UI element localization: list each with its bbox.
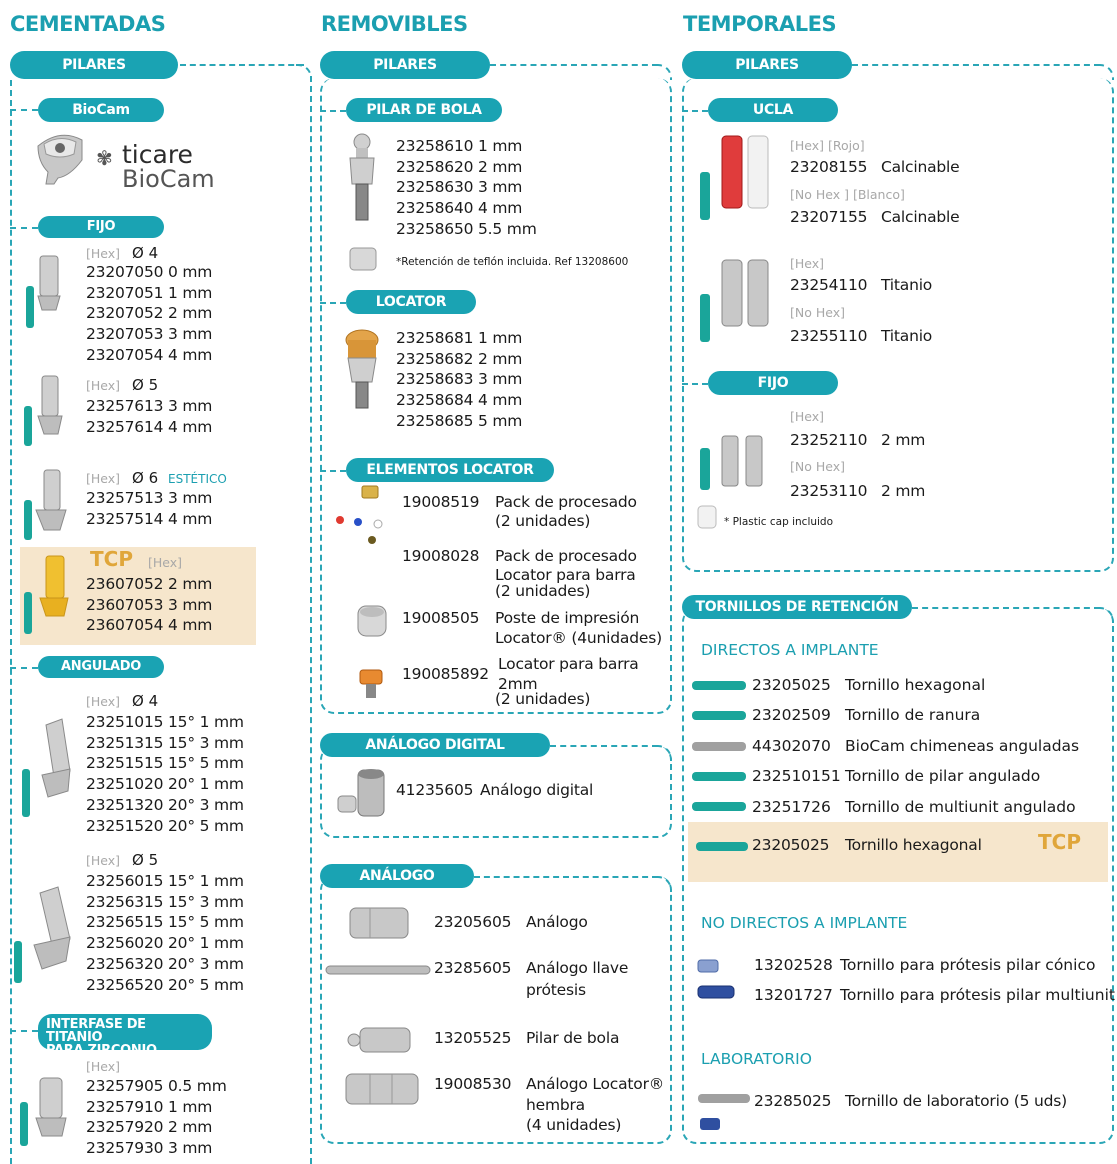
analogo-digital-code: 41235605 bbox=[396, 781, 474, 799]
column-title-temporales: TEMPORALES bbox=[683, 12, 837, 36]
interfase-list: 23257905 0.5 mm 23257910 1 mm 23257920 2 mm 23257930 3 mm bbox=[86, 1077, 227, 1158]
analogo-image bbox=[348, 904, 410, 942]
analogo-pilar-bola-image bbox=[344, 1022, 414, 1056]
temporales-pilares-pill: PILARES bbox=[682, 51, 852, 79]
analogo-llave-image bbox=[322, 960, 434, 980]
no-directos-heading: NO DIRECTOS A IMPLANTE bbox=[701, 914, 908, 932]
elementos-locator-pill: ELEMENTOS LOCATOR bbox=[346, 458, 554, 482]
pilar-bola-pill: PILAR DE BOLA bbox=[346, 98, 502, 122]
poste-impresion-image bbox=[354, 602, 390, 642]
locator-pill: LOCATOR bbox=[346, 290, 476, 314]
tcp-screw-image bbox=[692, 836, 752, 856]
laboratorio-screws-image bbox=[694, 1090, 754, 1136]
ucla-calcinable-image bbox=[694, 130, 778, 226]
analogo-locator-hembra-image bbox=[344, 1068, 420, 1110]
fijo-o4-list: 23207050 0 mm 23207051 1 mm 23207052 2 mm 23207053 3 mm 23207054 4 mm bbox=[86, 263, 213, 364]
fijo-o6-list: 23257513 3 mm 23257514 4 mm bbox=[86, 489, 213, 528]
estetico-tag: ESTÉTICO bbox=[168, 472, 227, 486]
analogo-digital-desc: Análogo digital bbox=[480, 781, 594, 799]
pilar-bola-list: 23258610 1 mm 23258620 2 mm 23258630 3 mm 23258640 4 mm 23258650 5.5 mm bbox=[396, 137, 537, 238]
directos-screws-image bbox=[686, 674, 750, 824]
interfase-abutment-image bbox=[14, 1074, 74, 1164]
analogo-digital-image bbox=[332, 766, 392, 822]
tcp-abutment-image bbox=[18, 552, 78, 638]
ucla-titanio-image bbox=[694, 254, 778, 346]
locator-list: 23258681 1 mm 23258682 2 mm 23258683 3 mm 23258684 4 mm 23258685 5 mm bbox=[396, 329, 523, 430]
interfase-pill: INTERFASE DE TITANIO PARA ZIRCONIO bbox=[38, 1014, 212, 1050]
tcp-screw-label: TCP bbox=[1038, 830, 1081, 854]
tcp-label: TCP bbox=[90, 547, 133, 571]
biocam-pill: BioCam bbox=[38, 98, 164, 122]
pilar-bola-image bbox=[344, 132, 380, 228]
analogo-pill: ANÁLOGO bbox=[320, 864, 474, 888]
fijo-pill: FIJO bbox=[38, 216, 164, 238]
analogo-digital-pill: ANÁLOGO DIGITAL bbox=[320, 733, 550, 757]
biocam-abutment-image bbox=[30, 126, 90, 186]
laboratorio-heading: LABORATORIO bbox=[701, 1050, 812, 1068]
removibles-pilares-pill: PILARES bbox=[320, 51, 490, 79]
angulado-pill: ANGULADO bbox=[38, 656, 164, 678]
directos-heading: DIRECTOS A IMPLANTE bbox=[701, 641, 879, 659]
angulado-o4-abutment-image bbox=[18, 715, 78, 835]
angulado-o5-list: 23256015 15° 1 mm 23256315 15° 3 mm 23256515 15° 5 mm 23256020 20° 1 mm 23256320 20° 3 mm 23256520 20° 5 mm bbox=[86, 872, 244, 994]
fijo-o5-list: 23257613 3 mm 23257614 4 mm bbox=[86, 397, 213, 436]
teflon-retention-image bbox=[346, 244, 380, 274]
no-directos-screws-image bbox=[694, 954, 740, 1006]
tcp-list: 23607052 2 mm 23607053 3 mm 23607054 4 mm bbox=[86, 575, 213, 635]
pack-procesado-image bbox=[330, 484, 400, 548]
pilares-pill: PILARES bbox=[10, 51, 178, 79]
plastic-cap-note: * Plastic cap incluido bbox=[724, 516, 834, 528]
fijo-o6-abutment-image bbox=[18, 466, 70, 546]
angulado-o5-abutment-image bbox=[10, 885, 80, 995]
temporales-fijo-image bbox=[694, 432, 778, 494]
ucla-pill: UCLA bbox=[708, 98, 838, 122]
column-title-removibles: REMOVIBLES bbox=[321, 12, 468, 36]
angulado-o4-list: 23251015 15° 1 mm 23251315 15° 3 mm 23251515 15° 5 mm 23251020 20° 1 mm 23251320 20° 3 mm 23251520 20° 5 mm bbox=[86, 713, 244, 835]
locator-barra-image bbox=[354, 664, 388, 704]
locator-image bbox=[340, 326, 384, 416]
tornillos-pill: TORNILLOS DE RETENCIÓN bbox=[682, 595, 912, 619]
pilar-bola-note: *Retención de teflón incluida. Ref 13208600 bbox=[396, 256, 629, 268]
column-title-cementadas: CEMENTADAS bbox=[10, 12, 166, 36]
fijo-o4-abutment-image bbox=[18, 252, 66, 336]
temporales-fijo-pill: FIJO bbox=[708, 371, 838, 395]
plastic-cap-image bbox=[694, 502, 722, 532]
fijo-o5-abutment-image bbox=[18, 372, 70, 452]
